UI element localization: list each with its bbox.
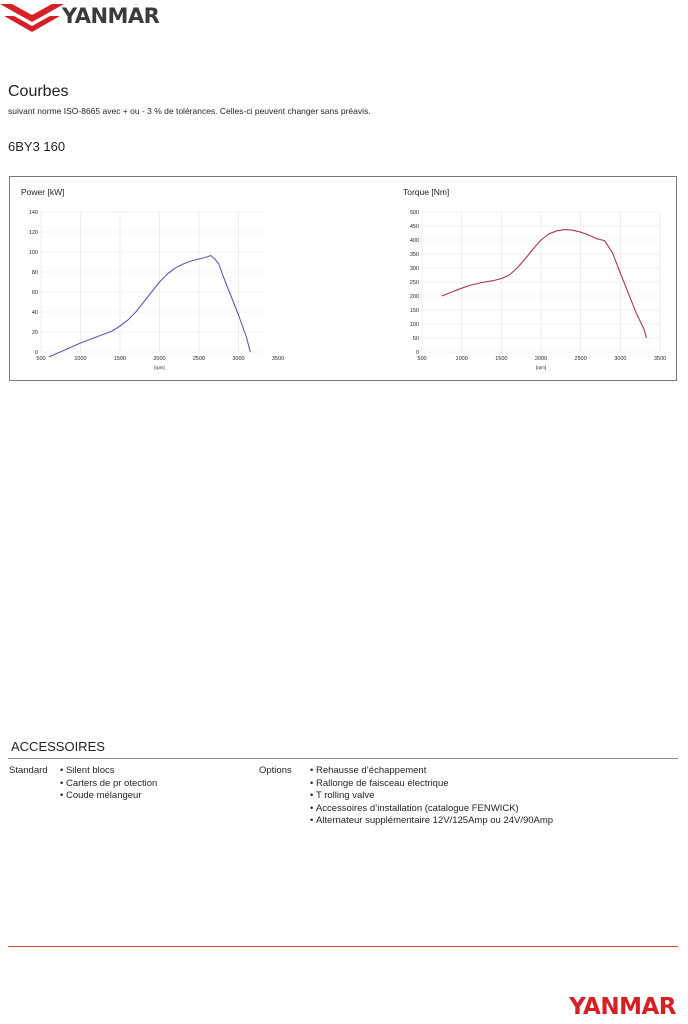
x-tick-label: 500 xyxy=(36,356,46,362)
option-item: • Alternateur supplémentaire 12V/125Amp ou 24V/90Amp xyxy=(310,815,553,828)
y-tick-label: 450 xyxy=(409,224,419,230)
y-tick-label: 100 xyxy=(409,322,419,328)
standard-item: • Coude mélangeur xyxy=(60,790,157,803)
x-tick-label: 2500 xyxy=(574,356,587,362)
x-tick-label: 2000 xyxy=(534,356,548,362)
footer-divider xyxy=(8,946,678,947)
x-tick-label: 1500 xyxy=(113,356,127,362)
power-chart xyxy=(18,183,308,376)
standard-item: • Carters de pr otection xyxy=(60,778,157,791)
y-tick-label: 0 xyxy=(415,350,419,356)
x-tick-label: 500 xyxy=(417,356,427,362)
standard-label: Standard xyxy=(9,765,48,776)
torque-chart xyxy=(400,183,670,376)
section-title: Courbes xyxy=(8,83,69,100)
y-tick-label: 150 xyxy=(409,308,419,314)
accessories-divider xyxy=(8,758,678,759)
y-tick-label: 60 xyxy=(31,290,38,296)
x-tick-label: 1500 xyxy=(495,356,508,362)
y-tick-label: 20 xyxy=(31,330,38,336)
x-axis-label: [rpm] xyxy=(154,365,165,370)
y-tick-label: 40 xyxy=(31,310,38,316)
y-tick-label: 500 xyxy=(409,210,419,216)
y-tick-label: 120 xyxy=(28,230,38,236)
x-tick-label: 3000 xyxy=(232,356,245,362)
x-tick-label: 1000 xyxy=(455,356,468,362)
y-tick-label: 100 xyxy=(28,250,38,256)
option-item: • Rehausse d’échappement xyxy=(310,765,553,778)
chart-title: Torque [Nm] xyxy=(403,187,450,197)
y-tick-label: 350 xyxy=(409,252,419,258)
x-tick-label: 3000 xyxy=(614,356,627,362)
y-tick-label: 0 xyxy=(34,350,38,356)
series-line xyxy=(442,230,647,338)
yanmar-logo-text: YANMAR xyxy=(62,4,160,28)
accessories-title: ACCESSOIRES xyxy=(11,739,105,754)
option-item: • Accessoires d’installation (catalogue FENWICK) xyxy=(310,803,553,816)
y-tick-label: 200 xyxy=(409,294,419,300)
option-item: • Rallonge de faisceau électrique xyxy=(310,778,553,791)
y-tick-label: 250 xyxy=(409,280,419,286)
y-tick-label: 140 xyxy=(28,210,38,216)
y-tick-label: 300 xyxy=(409,266,419,272)
model-name: 6BY3 160 xyxy=(8,139,66,154)
yanmar-logo-header xyxy=(0,0,180,36)
y-tick-label: 400 xyxy=(409,238,419,244)
charts-frame xyxy=(9,176,677,381)
x-tick-label: 3500 xyxy=(653,356,667,362)
chart-title: Power [kW] xyxy=(21,187,65,197)
y-tick-label: 80 xyxy=(31,270,38,276)
options-list xyxy=(310,765,553,828)
options-label: Options xyxy=(259,765,292,776)
x-tick-label: 3500 xyxy=(271,356,285,362)
section-note: suivant norme ISO-8665 avec + ou - 3 % de tolérances. Celles-ci peuvent changer sans préavis. xyxy=(8,106,371,116)
x-tick-label: 2000 xyxy=(153,356,166,362)
x-tick-label: 1000 xyxy=(74,356,87,362)
standard-item: • Silent blocs xyxy=(60,765,157,778)
yanmar-chevron-icon xyxy=(0,0,64,34)
series-line xyxy=(49,256,250,358)
yanmar-logo-footer: YANMAR xyxy=(569,994,676,1020)
x-tick-label: 2500 xyxy=(192,356,206,362)
standard-list xyxy=(60,765,157,803)
option-item: • T rolling valve xyxy=(310,790,553,803)
x-axis-label: [rpm] xyxy=(535,365,547,370)
y-tick-label: 50 xyxy=(412,336,419,342)
